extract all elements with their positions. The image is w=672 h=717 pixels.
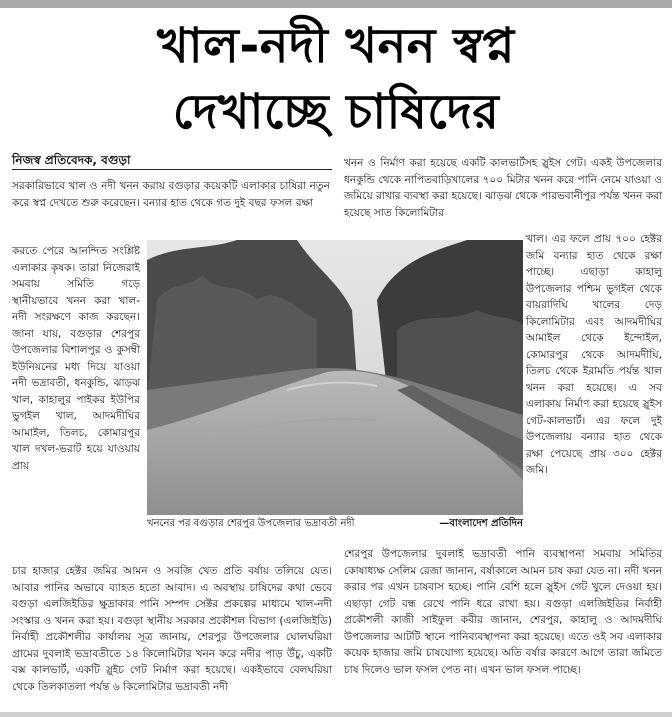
- left-column-bottom-text: চার হাজার হেক্টর জমির আমন ও সবজি খেত প্রতি বর্ষায় তলিয়ে যেত। আবার পানির অভাবে ব্যাহত হতো আবাদ। এ অবস্থায় চাষিদের কথা ভেবে বগুড়া এলজিইডির ক্ষুদ্রাকার পানি সম্পদ সেক্টর প্রকল্পের মাধ্যমে খাল-নদী সংস্কার ও খনন করা হয়। বগুড়া স্থানীয় সরকার প্রকৌশল বিভাগ (এলজিইডি) নির্বাহী প্রকৌশলীর কার্যালয় সূত্র জানায়, শেরপুর উপজেলার ঘোলঘরিয়া গ্রামের দুবলাই ভদ্রাবতীতে ১৪ কিলোমিটার খনন করে নদীর পাড় উঁচু, একটি বক্স কালভার্ট, একটি স্লুইচ গেট নির্মাণ করা হয়েছে। একইভাবে বেলঘরিয়া থেকে তিলকাতলা পর্যন্ত ৬ কিলোমিটার ভদ্রাবতী নদী: [12, 565, 332, 693]
- left-column-top-text: সরকারিভাবে খাল ও নদী খনন করায় বগুড়ার কয়েকটি এলাকার চাষিরা নতুন করে স্বপ্ন দেখতে শুরু করেছেন। বন্যার হাত থেকে গত দুই বছর ফসল রক্ষা: [12, 180, 330, 209]
- right-column-top-text: খনন ও নির্মাণ করা হয়েছে একটি কালভার্টসহ স্লুইস গেট। একই উপজেলার ধনকুন্ডি থেকে নাপিতবাড়িখালের ৭০০ মিটার খনন করে পানি নেমে যাওয়া ও জমিয়ে রাখার ব্যবস্থা করা হয়েছে। ঝাড়ঝ থেকে পারভবানীপুর পর্যন্ত খনন করা হয়েছে সাত কিলোমিটার: [344, 157, 662, 219]
- photo-credit: —বাংলাদেশ প্রতিদিন: [439, 518, 523, 529]
- river-photo: [147, 240, 523, 515]
- page-top-bar: [0, 0, 672, 8]
- headline-line-1: খাল-নদী খনন স্বপ্ন: [157, 18, 515, 74]
- right-column-middle-text: খাল। এর ফলে প্রায় ৭০০ হেক্টর জমি বন্যার হাত থেকে রক্ষা পাচ্ছে। এছাড়া কাহালু উপজেলার পশ্চিম ভুগইল থেকে বায়রাদিঘি খালের দেড় কিলোমিটার এবং আদমদীঘির আমাইল থেকে ইন্দোইল, কোমারপুর থেকে আদমদীঘি, তিলচ থেকে ইরামতি পর্যন্ত খাল খনন করা হয়েছে। এ সব এলাকায় নির্মাণ করা হয়েছে স্লুইস গেট-কালভার্ট। এর ফলে দুই উপজেলায় বন্যার হাত থেকে রক্ষা পেয়েছে প্রায় ৩০০ হেক্টর জমি।: [526, 233, 662, 476]
- photo-caption: খননের পর বগুড়ার শেরপুর উপজেলার ভদ্রাবতী নদী: [147, 518, 355, 529]
- byline: নিজস্ব প্রতিবেদক, বগুড়া: [12, 153, 332, 170]
- photo-caption-row: [147, 517, 523, 531]
- headline-line-2: দেখাচ্ছে চাষিদের: [172, 84, 500, 140]
- left-column-middle-text: করতে পেরে আনন্দিত সংশ্লিষ্ট এলাকার কৃষক। তারা নিজেরাই সমবায় সমিতি গড়ে স্থানীয়ভাবে খনন করা খাল-নদী সংরক্ষণে কাজ করছেন। জানা যায়, বগুড়ার শেরপুর উপজেলার বিশালপুর ও কুসম্বী ইউনিয়নের মধ্য দিয়ে যাওয়া নদী ভদ্রাবতী, ধনকুন্ডি, ঝাড়ঝ খাল, কাহালুর পাইকর ইউপির ভুগইল খাল, আদমদীঘির আমাইল, তিলচ, কোমারপুর খাল দখল-ভরাট হয়ে যাওয়ায় প্রায়: [12, 245, 140, 472]
- right-column-bottom-text: শেরপুর উপজেলার দুবলাই ভদ্রাবতী পানি ব্যবস্থাপনা সমবায় সমিতির কোষাধ্যক্ষ সেলিম রেজা জানান, বর্ষাকালে আমন চাষ করা যেত না। নদী খনন করার পর এখন চাষবাস হচ্ছে। পানি বেশি হলে স্লুইস গেট খুলে দেওয়া হয়। এছাড়া গেট বন্ধ রেখে পানি ধরে রাখা হয়। বগুড়া এলজিইডির নির্বাহী প্রকৌশলী কাজী সাইফুল কবীর জানান, শেরপুর, কাহালু ও আদমদীঘি উপজেলার আটটি স্থানে পানিব্যবস্থাপনা করা হয়েছে। এতে ওই সব এলাকার কয়েক হাজার জমি চাষযোগ্য হয়েছে। অতি বর্ষার কারণে আগে তারা জমিতে চাষ দিলেও ভাল ফসল পেত না। এখন ভাল ফসল পাচ্ছে।: [344, 548, 662, 676]
- page-bottom-edge: [0, 712, 672, 717]
